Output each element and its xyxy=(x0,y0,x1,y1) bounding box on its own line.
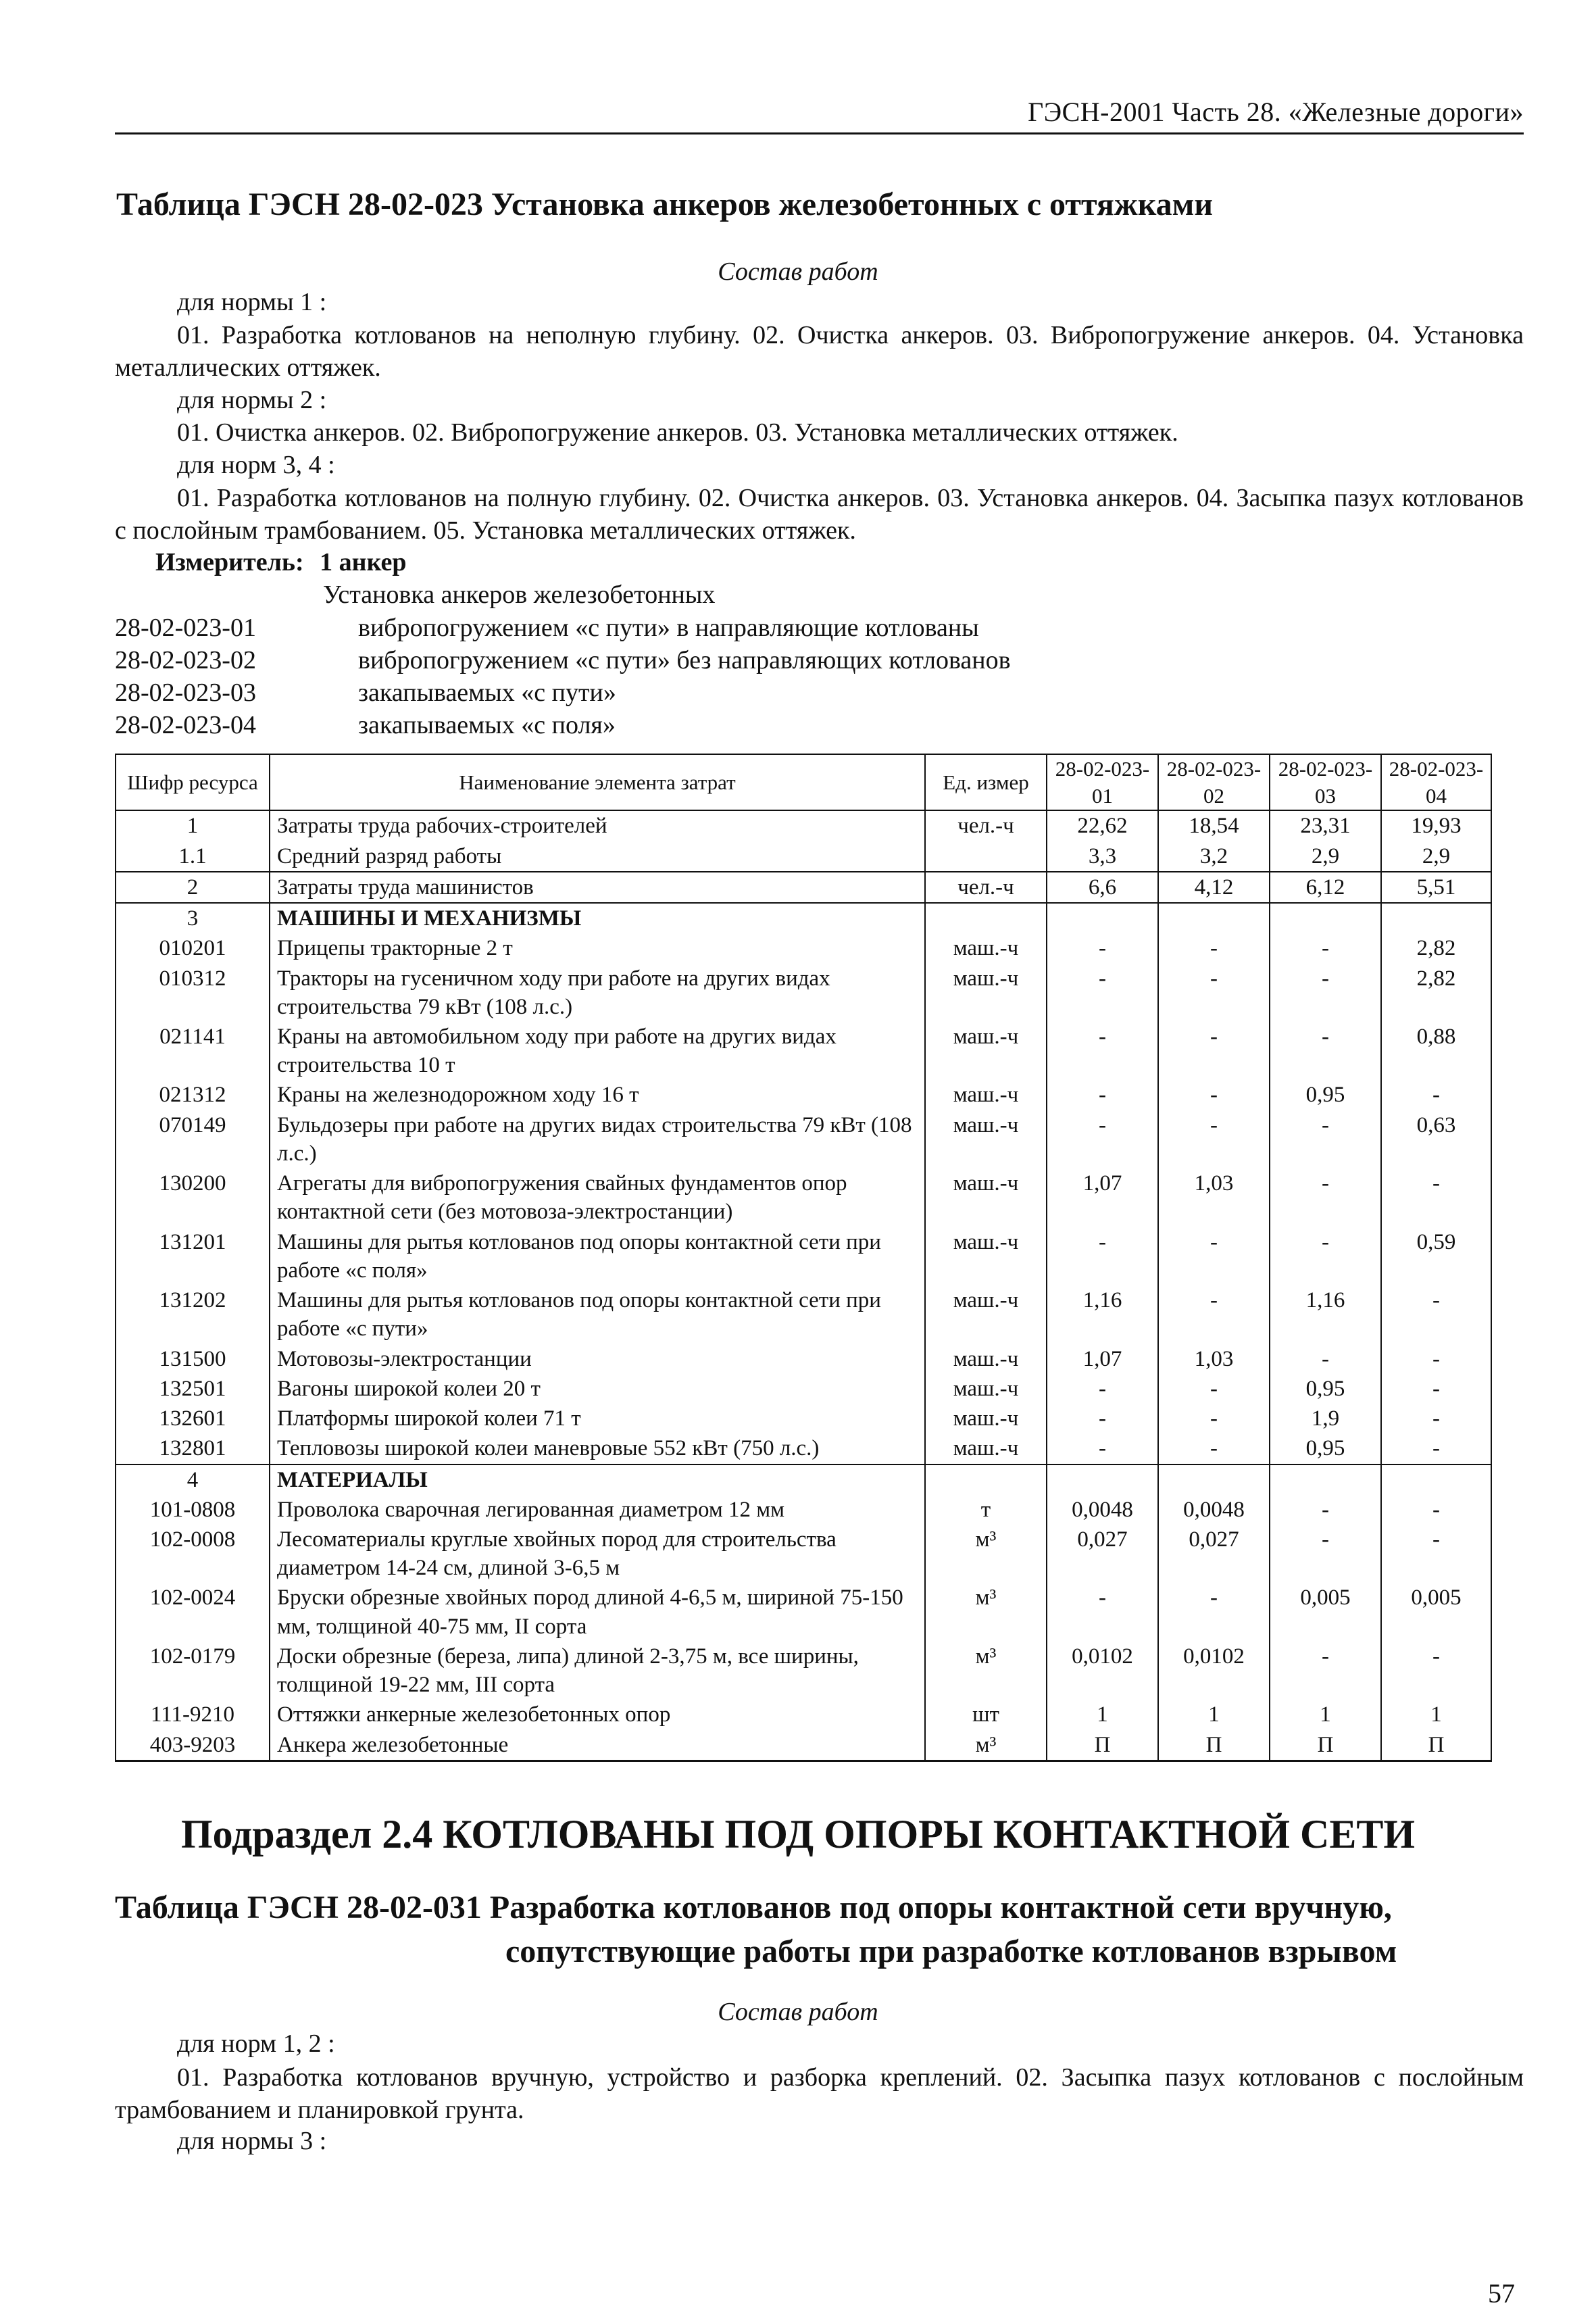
table-row xyxy=(116,903,1491,933)
table-row xyxy=(116,872,1491,903)
cell-norm-1: - xyxy=(1047,1227,1158,1285)
table-row xyxy=(116,1344,1491,1374)
cell-norm-1: - xyxy=(1047,1080,1158,1110)
cell-code: 131201 xyxy=(116,1227,270,1285)
cell-norm-1: 0,0048 xyxy=(1047,1495,1158,1525)
cell-code: 3 xyxy=(116,903,270,933)
table-row xyxy=(116,1022,1491,1080)
cell-norm-4: - xyxy=(1381,1433,1491,1464)
cell-norm-1 xyxy=(1047,1464,1158,1495)
cell-name: Мотовозы-электростанции xyxy=(270,1344,925,1374)
table-row xyxy=(116,1374,1491,1404)
code-row-code: 28-02-023-02 xyxy=(115,646,256,674)
table-row xyxy=(116,1700,1491,1729)
cell-norm-2: 1,03 xyxy=(1158,1344,1270,1374)
measure-label: Измеритель: xyxy=(155,548,304,576)
cell-unit: маш.-ч xyxy=(925,1168,1047,1227)
table-row xyxy=(116,1168,1491,1227)
cell-code: 403-9203 xyxy=(116,1730,270,1761)
code-row-desc: вибропогружением «с пути» без направляющих котлованов xyxy=(358,646,1011,674)
composition-heading-2: Состав работ xyxy=(718,1998,878,2026)
norm2-text: 01. Очистка анкеров. 02. Вибропогружение анкеров. 03. Установка металлических оттяжек. xyxy=(177,418,1178,447)
cell-norm-3: - xyxy=(1270,1525,1381,1583)
cell-norm-3: - xyxy=(1270,1642,1381,1700)
cell-unit: маш.-ч xyxy=(925,1374,1047,1404)
cell-norm-2: 0,027 xyxy=(1158,1525,1270,1583)
cell-norm-3: - xyxy=(1270,1168,1381,1227)
cell-code: 010201 xyxy=(116,933,270,963)
cell-unit: чел.-ч xyxy=(925,872,1047,903)
code-row xyxy=(0,645,1596,678)
cell-unit: маш.-ч xyxy=(925,1433,1047,1464)
cell-code: 101-0808 xyxy=(116,1495,270,1525)
cell-norm-4 xyxy=(1381,1464,1491,1495)
table-row xyxy=(116,1080,1491,1110)
code-row-desc: закапываемых «с пути» xyxy=(358,679,616,707)
table-row xyxy=(116,1285,1491,1344)
cell-norm-3: 1,16 xyxy=(1270,1285,1381,1344)
norm2-label: для нормы 2 : xyxy=(177,386,327,414)
cell-code: 2 xyxy=(116,872,270,903)
cell-norm-1: 1,07 xyxy=(1047,1344,1158,1374)
cell-norm-3: 0,95 xyxy=(1270,1080,1381,1110)
cell-unit: м³ xyxy=(925,1583,1047,1641)
table-row xyxy=(116,1110,1491,1168)
cell-norm-4: 2,82 xyxy=(1381,933,1491,963)
cell-name: Анкера железобетонные xyxy=(270,1730,925,1761)
cell-norm-2: 1 xyxy=(1158,1700,1270,1729)
table2-title-line2: сопутствующие работы при разработке котлованов взрывом xyxy=(505,1934,1397,1969)
cell-norm-4: - xyxy=(1381,1374,1491,1404)
cell-norm-4: - xyxy=(1381,1642,1491,1700)
cell-unit xyxy=(925,841,1047,872)
cell-unit: маш.-ч xyxy=(925,933,1047,963)
cell-norm-2: 4,12 xyxy=(1158,872,1270,903)
cell-norm-2: - xyxy=(1158,1110,1270,1168)
code-row xyxy=(0,613,1596,645)
cell-norm-1: 0,027 xyxy=(1047,1525,1158,1583)
cell-norm-1: 6,6 xyxy=(1047,872,1158,903)
code-row-desc: вибропогружением «с пути» в направляющие котлованы xyxy=(358,614,979,642)
cell-unit: маш.-ч xyxy=(925,1022,1047,1080)
cell-norm-2: - xyxy=(1158,1022,1270,1080)
code-row xyxy=(0,678,1596,710)
cell-norm-3: - xyxy=(1270,1344,1381,1374)
cell-norm-1: 1,16 xyxy=(1047,1285,1158,1344)
cell-norm-3: - xyxy=(1270,1495,1381,1525)
cell-norm-2 xyxy=(1158,1464,1270,1495)
cell-code: 111-9210 xyxy=(116,1700,270,1729)
table-row xyxy=(116,1433,1491,1464)
header-norm-2: 28-02-023-02 xyxy=(1158,754,1270,810)
cell-norm-4: 1 xyxy=(1381,1700,1491,1729)
cell-name: Платформы широкой колеи 71 т xyxy=(270,1404,925,1433)
cell-norm-3: 6,12 xyxy=(1270,872,1381,903)
code-row-desc: закапываемых «с поля» xyxy=(358,711,616,739)
cell-norm-1: - xyxy=(1047,1110,1158,1168)
header-norm-4: 28-02-023-04 xyxy=(1381,754,1491,810)
cell-norm-1: 3,3 xyxy=(1047,841,1158,872)
cell-name: Тепловозы широкой колеи маневровые 552 кВт (750 л.с.) xyxy=(270,1433,925,1464)
cell-norm-4: - xyxy=(1381,1495,1491,1525)
cell-norm-3 xyxy=(1270,903,1381,933)
cell-code: 021312 xyxy=(116,1080,270,1110)
cell-norm-4: П xyxy=(1381,1730,1491,1761)
table-row xyxy=(116,1227,1491,1285)
cell-norm-3: - xyxy=(1270,1022,1381,1080)
cell-unit: маш.-ч xyxy=(925,1110,1047,1168)
cell-name: Машины для рытья котлованов под опоры контактной сети при работе «с поля» xyxy=(270,1227,925,1285)
cell-norm-2 xyxy=(1158,903,1270,933)
cell-norm-4: - xyxy=(1381,1080,1491,1110)
cell-norm-1: 1,07 xyxy=(1047,1168,1158,1227)
cell-norm-4: - xyxy=(1381,1285,1491,1344)
cell-norm-3: 23,31 xyxy=(1270,810,1381,841)
table-row xyxy=(116,933,1491,963)
cell-unit: маш.-ч xyxy=(925,964,1047,1022)
cell-norm-2: - xyxy=(1158,964,1270,1022)
cell-norm-3: 2,9 xyxy=(1270,841,1381,872)
cell-name: Вагоны широкой колеи 20 т xyxy=(270,1374,925,1404)
header-code: Шифр ресурса xyxy=(116,754,270,810)
cell-norm-4: - xyxy=(1381,1344,1491,1374)
cell-norm-1: - xyxy=(1047,964,1158,1022)
cell-code: 010312 xyxy=(116,964,270,1022)
cell-name: Проволока сварочная легированная диаметром 12 мм xyxy=(270,1495,925,1525)
header-name: Наименование элемента затрат xyxy=(270,754,925,810)
cell-norm-1: 0,0102 xyxy=(1047,1642,1158,1700)
table-row xyxy=(116,1730,1491,1761)
cell-name: Затраты труда рабочих-строителей xyxy=(270,810,925,841)
cell-norm-1: - xyxy=(1047,1583,1158,1641)
norms-table xyxy=(115,754,1492,1762)
cell-norm-3: - xyxy=(1270,933,1381,963)
cell-name: Краны на железнодорожном ходу 16 т xyxy=(270,1080,925,1110)
cell-code: 130200 xyxy=(116,1168,270,1227)
table-row xyxy=(116,1495,1491,1525)
cell-unit: маш.-ч xyxy=(925,1285,1047,1344)
cell-norm-3: - xyxy=(1270,1227,1381,1285)
cell-norm-4: 19,93 xyxy=(1381,810,1491,841)
cell-norm-2: 0,0102 xyxy=(1158,1642,1270,1700)
code-row xyxy=(0,710,1596,743)
cell-unit xyxy=(925,1464,1047,1495)
measure-value: 1 анкер xyxy=(320,548,407,576)
table-row xyxy=(116,841,1491,872)
cell-unit: маш.-ч xyxy=(925,1344,1047,1374)
cell-norm-2: - xyxy=(1158,1374,1270,1404)
norm12-label: для норм 1, 2 : xyxy=(177,2029,335,2058)
cell-code: 131500 xyxy=(116,1344,270,1374)
table-row xyxy=(116,1464,1491,1495)
cell-norm-1: - xyxy=(1047,1404,1158,1433)
cell-norm-2: 18,54 xyxy=(1158,810,1270,841)
header-norm-1: 28-02-023-01 xyxy=(1047,754,1158,810)
cell-code: 131202 xyxy=(116,1285,270,1344)
cell-code: 132601 xyxy=(116,1404,270,1433)
cell-norm-4: 0,88 xyxy=(1381,1022,1491,1080)
table-row xyxy=(116,1525,1491,1583)
cell-unit: м³ xyxy=(925,1642,1047,1700)
measure-line xyxy=(155,547,407,577)
cell-norm-1: П xyxy=(1047,1730,1158,1761)
group-title: Установка анкеров железобетонных xyxy=(323,581,716,609)
cell-norm-3: 0,95 xyxy=(1270,1433,1381,1464)
cell-norm-4: - xyxy=(1381,1168,1491,1227)
cell-code: 102-0179 xyxy=(116,1642,270,1700)
cell-name: Лесоматериалы круглые хвойных пород для строительства диаметром 14-24 см, длиной 3-6,5 м xyxy=(270,1525,925,1583)
cell-norm-1 xyxy=(1047,903,1158,933)
cell-unit: м³ xyxy=(925,1730,1047,1761)
table-row xyxy=(116,1583,1491,1641)
cell-norm-3: П xyxy=(1270,1730,1381,1761)
cell-code: 070149 xyxy=(116,1110,270,1168)
subsection-title: Подраздел 2.4 КОТЛОВАНЫ ПОД ОПОРЫ КОНТАКТНОЙ СЕТИ xyxy=(180,1812,1416,1856)
cell-name: МАТЕРИАЛЫ xyxy=(270,1464,925,1495)
cell-norm-2: - xyxy=(1158,1227,1270,1285)
cell-norm-4: 0,59 xyxy=(1381,1227,1491,1285)
cell-unit: маш.-ч xyxy=(925,1404,1047,1433)
cell-name: Прицепы тракторные 2 т xyxy=(270,933,925,963)
cell-name: Бруски обрезные хвойных пород длиной 4-6,5 м, шириной 75-150 мм, толщиной 40-75 мм, II сорта xyxy=(270,1583,925,1641)
code-row-code: 28-02-023-04 xyxy=(115,711,256,739)
cell-norm-2: - xyxy=(1158,1080,1270,1110)
cell-code: 102-0008 xyxy=(116,1525,270,1583)
cell-norm-2: - xyxy=(1158,933,1270,963)
cell-norm-2: П xyxy=(1158,1730,1270,1761)
norm3-label: для нормы 3 : xyxy=(177,2127,327,2155)
cell-norm-3: 1 xyxy=(1270,1700,1381,1729)
cell-norm-3: 0,95 xyxy=(1270,1374,1381,1404)
norm12-text: 01. Разработка котлованов вручную, устройство и разборка креплений. 02. Засыпка пазух котлованов с послойным трамбованием и планировкой грунта. xyxy=(115,2063,1524,2124)
table-row xyxy=(116,810,1491,841)
cell-name: Средний разряд работы xyxy=(270,841,925,872)
cell-norm-2: - xyxy=(1158,1285,1270,1344)
cell-code: 1 xyxy=(116,810,270,841)
cell-norm-3: 1,9 xyxy=(1270,1404,1381,1433)
cell-unit xyxy=(925,903,1047,933)
cell-name: Агрегаты для вибропогружения свайных фундаментов опор контактной сети (без мотовоза-электростанции) xyxy=(270,1168,925,1227)
code-row-code: 28-02-023-03 xyxy=(115,679,256,707)
cell-norm-1: - xyxy=(1047,1022,1158,1080)
norm34-label: для норм 3, 4 : xyxy=(177,451,335,479)
table-row xyxy=(116,964,1491,1022)
cell-name: Затраты труда машинистов xyxy=(270,872,925,903)
norm1-text: 01. Разработка котлованов на неполную глубину. 02. Очистка анкеров. 03. Вибропогружение анкеров. 04. Установка металлических оттяжек. xyxy=(115,321,1524,382)
cell-unit: маш.-ч xyxy=(925,1080,1047,1110)
cell-code: 102-0024 xyxy=(116,1583,270,1641)
cell-unit: маш.-ч xyxy=(925,1227,1047,1285)
cell-name: Краны на автомобильном ходу при работе на других видах строительства 10 т xyxy=(270,1022,925,1080)
cell-unit: т xyxy=(925,1495,1047,1525)
cell-norm-4: - xyxy=(1381,1404,1491,1433)
table-row xyxy=(116,1642,1491,1700)
cell-unit: шт xyxy=(925,1700,1047,1729)
page-number: 57 xyxy=(1488,2278,1515,2309)
cell-norm-2: - xyxy=(1158,1583,1270,1641)
cell-norm-3: 0,005 xyxy=(1270,1583,1381,1641)
cell-norm-2: 1,03 xyxy=(1158,1168,1270,1227)
cell-norm-3 xyxy=(1270,1464,1381,1495)
cell-norm-2: 0,0048 xyxy=(1158,1495,1270,1525)
composition-heading: Состав работ xyxy=(718,257,878,286)
cell-norm-1: 1 xyxy=(1047,1700,1158,1729)
cell-name: МАШИНЫ И МЕХАНИЗМЫ xyxy=(270,903,925,933)
cell-code: 021141 xyxy=(116,1022,270,1080)
table-row xyxy=(116,1404,1491,1433)
code-row-code: 28-02-023-01 xyxy=(115,614,256,642)
table-body xyxy=(116,810,1491,1761)
cell-norm-2: - xyxy=(1158,1404,1270,1433)
cell-norm-1: 22,62 xyxy=(1047,810,1158,841)
cell-norm-3: - xyxy=(1270,1110,1381,1168)
header-norm-3: 28-02-023-03 xyxy=(1270,754,1381,810)
cell-name: Доски обрезные (береза, липа) длиной 2-3,75 м, все ширины, толщиной 19-22 мм, III сорта xyxy=(270,1642,925,1700)
cell-name: Машины для рытья котлованов под опоры контактной сети при работе «с пути» xyxy=(270,1285,925,1344)
cell-norm-4: 2,9 xyxy=(1381,841,1491,872)
table2-title-line1: Таблица ГЭСН 28-02-031 Разработка котлованов под опоры контактной сети вручную, xyxy=(115,1890,1392,1925)
cell-norm-4: 0,63 xyxy=(1381,1110,1491,1168)
cell-norm-4: - xyxy=(1381,1525,1491,1583)
cell-code: 132801 xyxy=(116,1433,270,1464)
cell-name: Тракторы на гусеничном ходу при работе на других видах строительства 79 кВт (108 л.с.) xyxy=(270,964,925,1022)
cell-norm-3: - xyxy=(1270,964,1381,1022)
running-header: ГЭСН-2001 Часть 28. «Железные дороги» xyxy=(1028,97,1524,127)
cell-norm-4: 2,82 xyxy=(1381,964,1491,1022)
cell-code: 1.1 xyxy=(116,841,270,872)
cell-unit: чел.-ч xyxy=(925,810,1047,841)
cell-norm-1: - xyxy=(1047,933,1158,963)
cell-norm-4 xyxy=(1381,903,1491,933)
cell-code: 132501 xyxy=(116,1374,270,1404)
cell-name: Бульдозеры при работе на других видах строительства 79 кВт (108 л.с.) xyxy=(270,1110,925,1168)
cell-norm-4: 0,005 xyxy=(1381,1583,1491,1641)
norm1-label: для нормы 1 : xyxy=(177,288,327,316)
cell-unit: м³ xyxy=(925,1525,1047,1583)
cell-code: 4 xyxy=(116,1464,270,1495)
table-header-row xyxy=(116,754,1491,810)
norm34-text: 01. Разработка котлованов на полную глубину. 02. Очистка анкеров. 03. Установка анкеров. 04. Засыпка пазух котлованов с послойным трамбованием. 05. Установка металлических оттяжек. xyxy=(115,484,1524,545)
cell-norm-1: - xyxy=(1047,1433,1158,1464)
cell-norm-2: - xyxy=(1158,1433,1270,1464)
cell-norm-2: 3,2 xyxy=(1158,841,1270,872)
cell-norm-4: 5,51 xyxy=(1381,872,1491,903)
header-rule xyxy=(115,132,1524,134)
table-title: Таблица ГЭСН 28-02-023 Установка анкеров железобетонных с оттяжками xyxy=(116,187,1213,222)
cell-name: Оттяжки анкерные железобетонных опор xyxy=(270,1700,925,1729)
header-unit: Ед. измер xyxy=(925,754,1047,810)
cell-norm-1: - xyxy=(1047,1374,1158,1404)
